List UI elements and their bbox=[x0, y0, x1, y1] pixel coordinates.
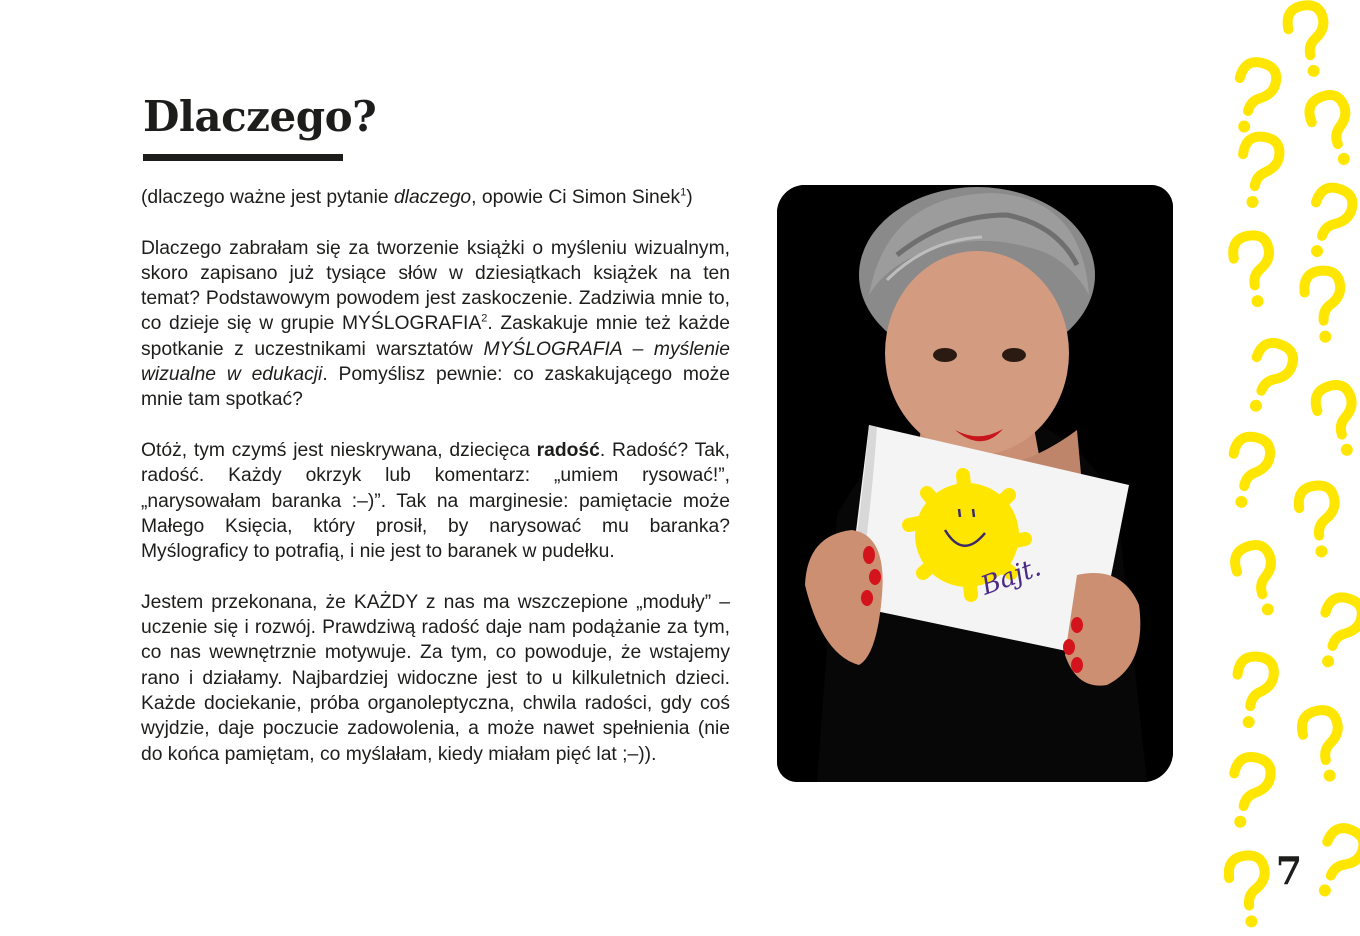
body-text bbox=[141, 185, 730, 792]
paragraph-1: Dlaczego zabrałam się za tworzenie książki o myśleniu wizualnym, skoro zapisano już tysiące słów w dziesiątkach książek na ten temat? Podstawowym powodem jest zaskoczenie. Zadziwia mnie to, co dzieje się w grupie MYŚLOGRAFIA$^2$. Zaskakuje mnie też każde spotkanie z uczestnikami warsztatów MYŚLOGRAFIA – myślenie wizualne w edukacji. Pomyślisz pewnie: co zaskakującego może mnie tam spotkać? bbox=[141, 237, 731, 411]
page-title: Dlaczego? bbox=[143, 92, 377, 141]
footnote-ref-2: 2 bbox=[481, 313, 488, 326]
signature: Bajt. bbox=[977, 552, 1046, 602]
emphasis-radosc: radość bbox=[536, 439, 600, 461]
intro-paragraph: (dlaczego ważne jest pytanie dlaczego, opowie Ci Simon Sinek$^1$) bbox=[141, 186, 693, 208]
title-underline bbox=[143, 154, 343, 161]
paragraph-2: Otóż, tym czymś jest nieskrywana, dziecięca radość. Radość? Tak, radość. Każdy okrzyk lub komentarz: „umiem rysować!”, „narysowałam baranka :–)”. Tak na marginesie: pamiętacie może Małego Księcia, który prosił, by narysować mu baranka? Myślograficy to potrafią, i nie jest to baranek w pudełku. bbox=[141, 439, 730, 563]
footnote-ref-1: 1 bbox=[680, 186, 687, 199]
question-mark-pattern bbox=[1195, 0, 1360, 936]
page-number: 7 bbox=[1275, 848, 1303, 893]
paragraph-3: Jestem przekonana, że KAŻDY z nas ma wszczepione „moduły” – uczenie się i rozwój. Prawdziwą radość daje nam podążanie za tym, co nas wewnętrznie motywuje. Za tym, co powoduje, że wstajemy rano i działamy. Najbardziej widoczne jest to u kilkuletnich dzieci. Każde dociekanie, próba organoleptyczna, chwila radości, gdy coś wyjdzie, daje poczucie zadowolenia, a może nawet spełnienia (nie do końca pamiętam, co myślałam, kiedy miałam pięć lat ;–)). bbox=[141, 591, 730, 765]
author-photo bbox=[777, 185, 1173, 782]
